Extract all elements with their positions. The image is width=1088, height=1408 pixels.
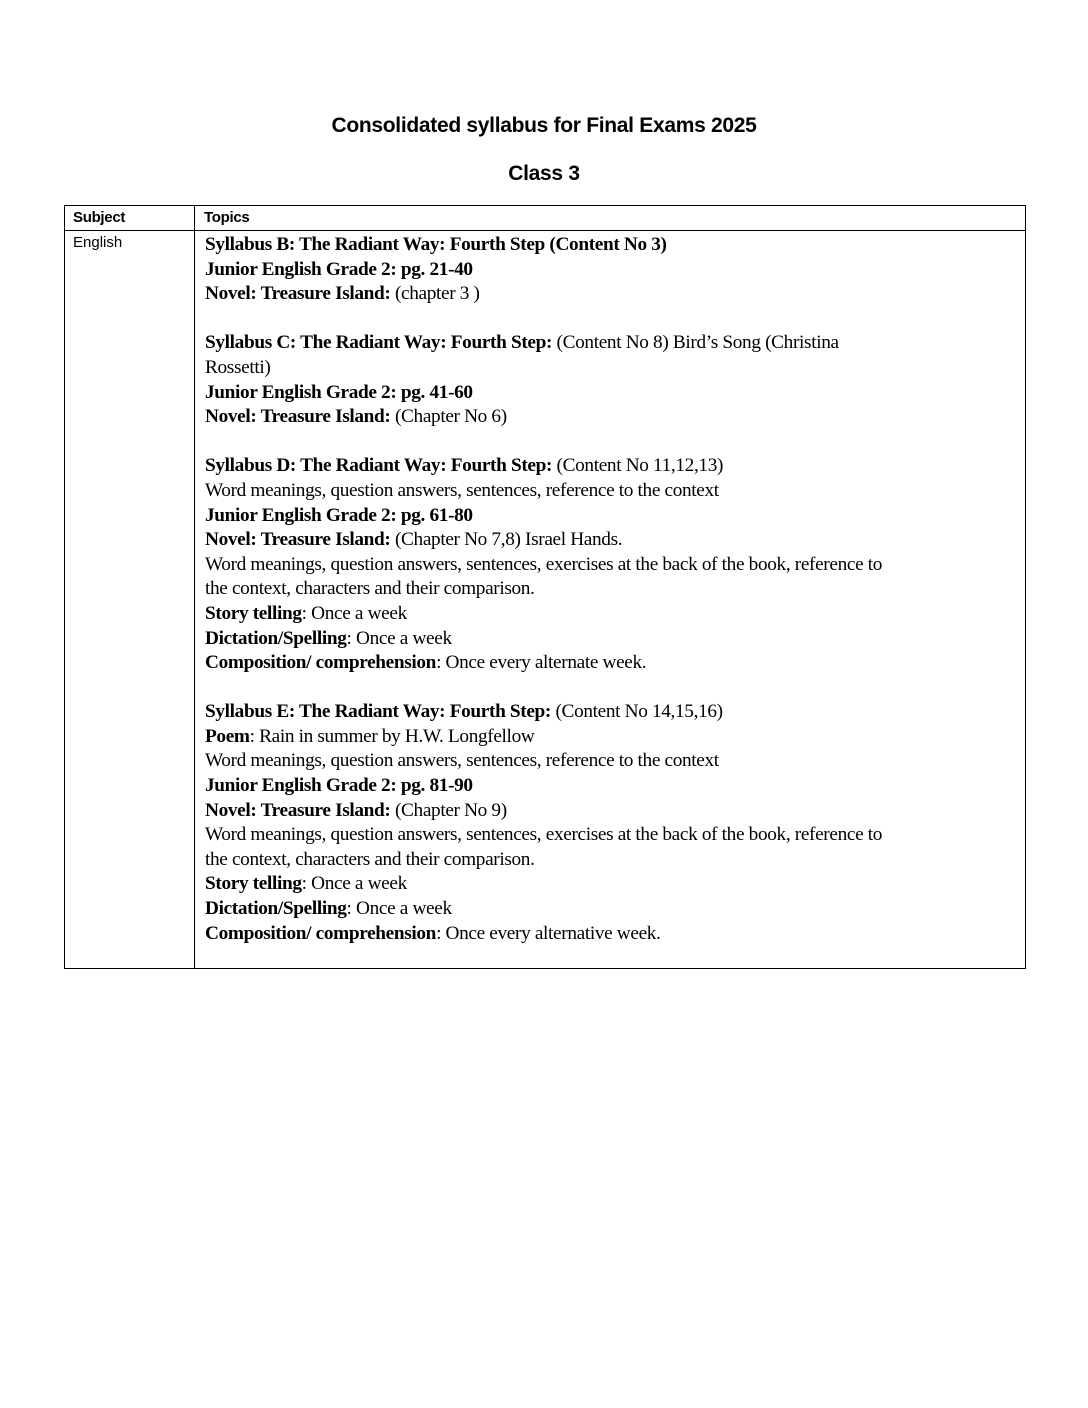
topic-line-text: : Once a week: [346, 627, 452, 649]
section-gap: [205, 430, 1005, 455]
topic-line: [205, 577, 1005, 602]
topic-line: [205, 258, 1005, 283]
topic-line: [205, 454, 1005, 479]
topic-line-heading: Poem: [205, 725, 250, 747]
topic-line-text: the context, characters and their comparison.: [205, 578, 535, 600]
section-gap: [205, 307, 1005, 332]
topic-line: [205, 479, 1005, 504]
topic-line: [205, 627, 1005, 652]
topic-line: [205, 405, 1005, 430]
syllabus-section: [205, 700, 1005, 946]
topic-line: [205, 848, 1005, 873]
topic-line: [205, 651, 1005, 676]
header-subject: Subject: [73, 209, 126, 226]
topic-line: [205, 504, 1005, 529]
topic-line-text: : Once every alternative week.: [436, 922, 661, 944]
topic-line: [205, 749, 1005, 774]
column-divider: [194, 206, 195, 968]
topic-line-text: : Once a week: [301, 873, 407, 895]
topic-line: [205, 897, 1005, 922]
topic-line-text: (chapter 3 ): [390, 283, 480, 305]
section-gap: [205, 676, 1005, 701]
topic-line-text: : Rain in summer by H.W. Longfellow: [249, 725, 535, 747]
topic-line-heading: Syllabus E: The Radiant Way: Fourth Step:: [205, 701, 552, 723]
topic-line-heading: Story telling: [205, 873, 302, 895]
topic-line-text: Word meanings, question answers, sentences, exercises at the back of the book, reference to: [205, 824, 883, 846]
document-title: Consolidated syllabus for Final Exams 2025: [331, 114, 757, 137]
syllabus-section: [205, 331, 1005, 429]
topic-line: [205, 922, 1005, 947]
topic-line-text: Word meanings, question answers, sentences, exercises at the back of the book, reference to: [205, 553, 883, 575]
topic-line-heading: Dictation/Spelling: [205, 627, 347, 649]
topic-line: [205, 602, 1005, 627]
topic-line: [205, 331, 1005, 356]
subject-cell: English: [73, 234, 123, 251]
topic-line: [205, 282, 1005, 307]
topics-cell: [205, 233, 1005, 946]
topic-line-heading: Syllabus D: The Radiant Way: Fourth Step:: [205, 455, 553, 477]
document-subtitle: Class 3: [508, 162, 580, 185]
topic-line-text: : Once every alternate week.: [436, 652, 647, 674]
topic-line-heading: Novel: Treasure Island:: [205, 406, 391, 428]
topic-line: [205, 233, 1005, 258]
topic-line-heading: Novel: Treasure Island:: [205, 799, 391, 821]
topic-line-heading: Syllabus C: The Radiant Way: Fourth Step:: [205, 332, 553, 354]
header-divider: [65, 230, 1025, 231]
syllabus-section: [205, 454, 1005, 675]
topic-line-heading: Novel: Treasure Island:: [205, 529, 391, 551]
topic-line-text: : Once a week: [346, 898, 452, 920]
topic-line-heading: Story telling: [205, 602, 302, 624]
topic-line: [205, 823, 1005, 848]
topic-line-text: Rossetti): [205, 356, 271, 378]
syllabus-section: [205, 233, 1005, 307]
topic-line: [205, 774, 1005, 799]
topic-line-text: (Chapter No 6): [390, 406, 507, 428]
topic-line: [205, 356, 1005, 381]
topic-line-text: : Once a week: [301, 602, 407, 624]
syllabus-table: [64, 205, 1026, 969]
topic-line-text: Word meanings, question answers, sentences, reference to the context: [205, 479, 719, 501]
topic-line-text: (Chapter No 9): [390, 799, 507, 821]
topic-line-heading: Junior English Grade 2: pg. 41-60: [205, 381, 473, 403]
topic-line: [205, 725, 1005, 750]
topic-line-heading: Syllabus B: The Radiant Way: Fourth Step (Content No 3): [205, 234, 667, 255]
topic-line-text: (Content No 14,15,16): [551, 701, 723, 723]
topic-line: [205, 872, 1005, 897]
topic-line-heading: Composition/ comprehension: [205, 652, 437, 674]
topic-line-heading: Junior English Grade 2: pg. 61-80: [205, 504, 473, 526]
topic-line-heading: Junior English Grade 2: pg. 21-40: [205, 258, 473, 280]
topic-line: [205, 528, 1005, 553]
topic-line-text: (Content No 11,12,13): [552, 455, 724, 477]
topic-line-heading: Composition/ comprehension: [205, 922, 437, 944]
topic-line-heading: Novel: Treasure Island:: [205, 283, 391, 305]
topic-line-heading: Junior English Grade 2: pg. 81-90: [205, 775, 473, 797]
topic-line-text: (Content No 8) Bird’s Song (Christina: [552, 332, 839, 354]
topic-line-text: the context, characters and their comparison.: [205, 848, 535, 870]
topic-line-text: Word meanings, question answers, sentences, reference to the context: [205, 750, 719, 772]
topic-line-heading: Dictation/Spelling: [205, 898, 347, 920]
topic-line: [205, 381, 1005, 406]
topic-line: [205, 553, 1005, 578]
topic-line: [205, 700, 1005, 725]
header-topics: Topics: [204, 209, 250, 226]
topic-line-text: (Chapter No 7,8) Israel Hands.: [390, 529, 623, 551]
topic-line: [205, 799, 1005, 824]
